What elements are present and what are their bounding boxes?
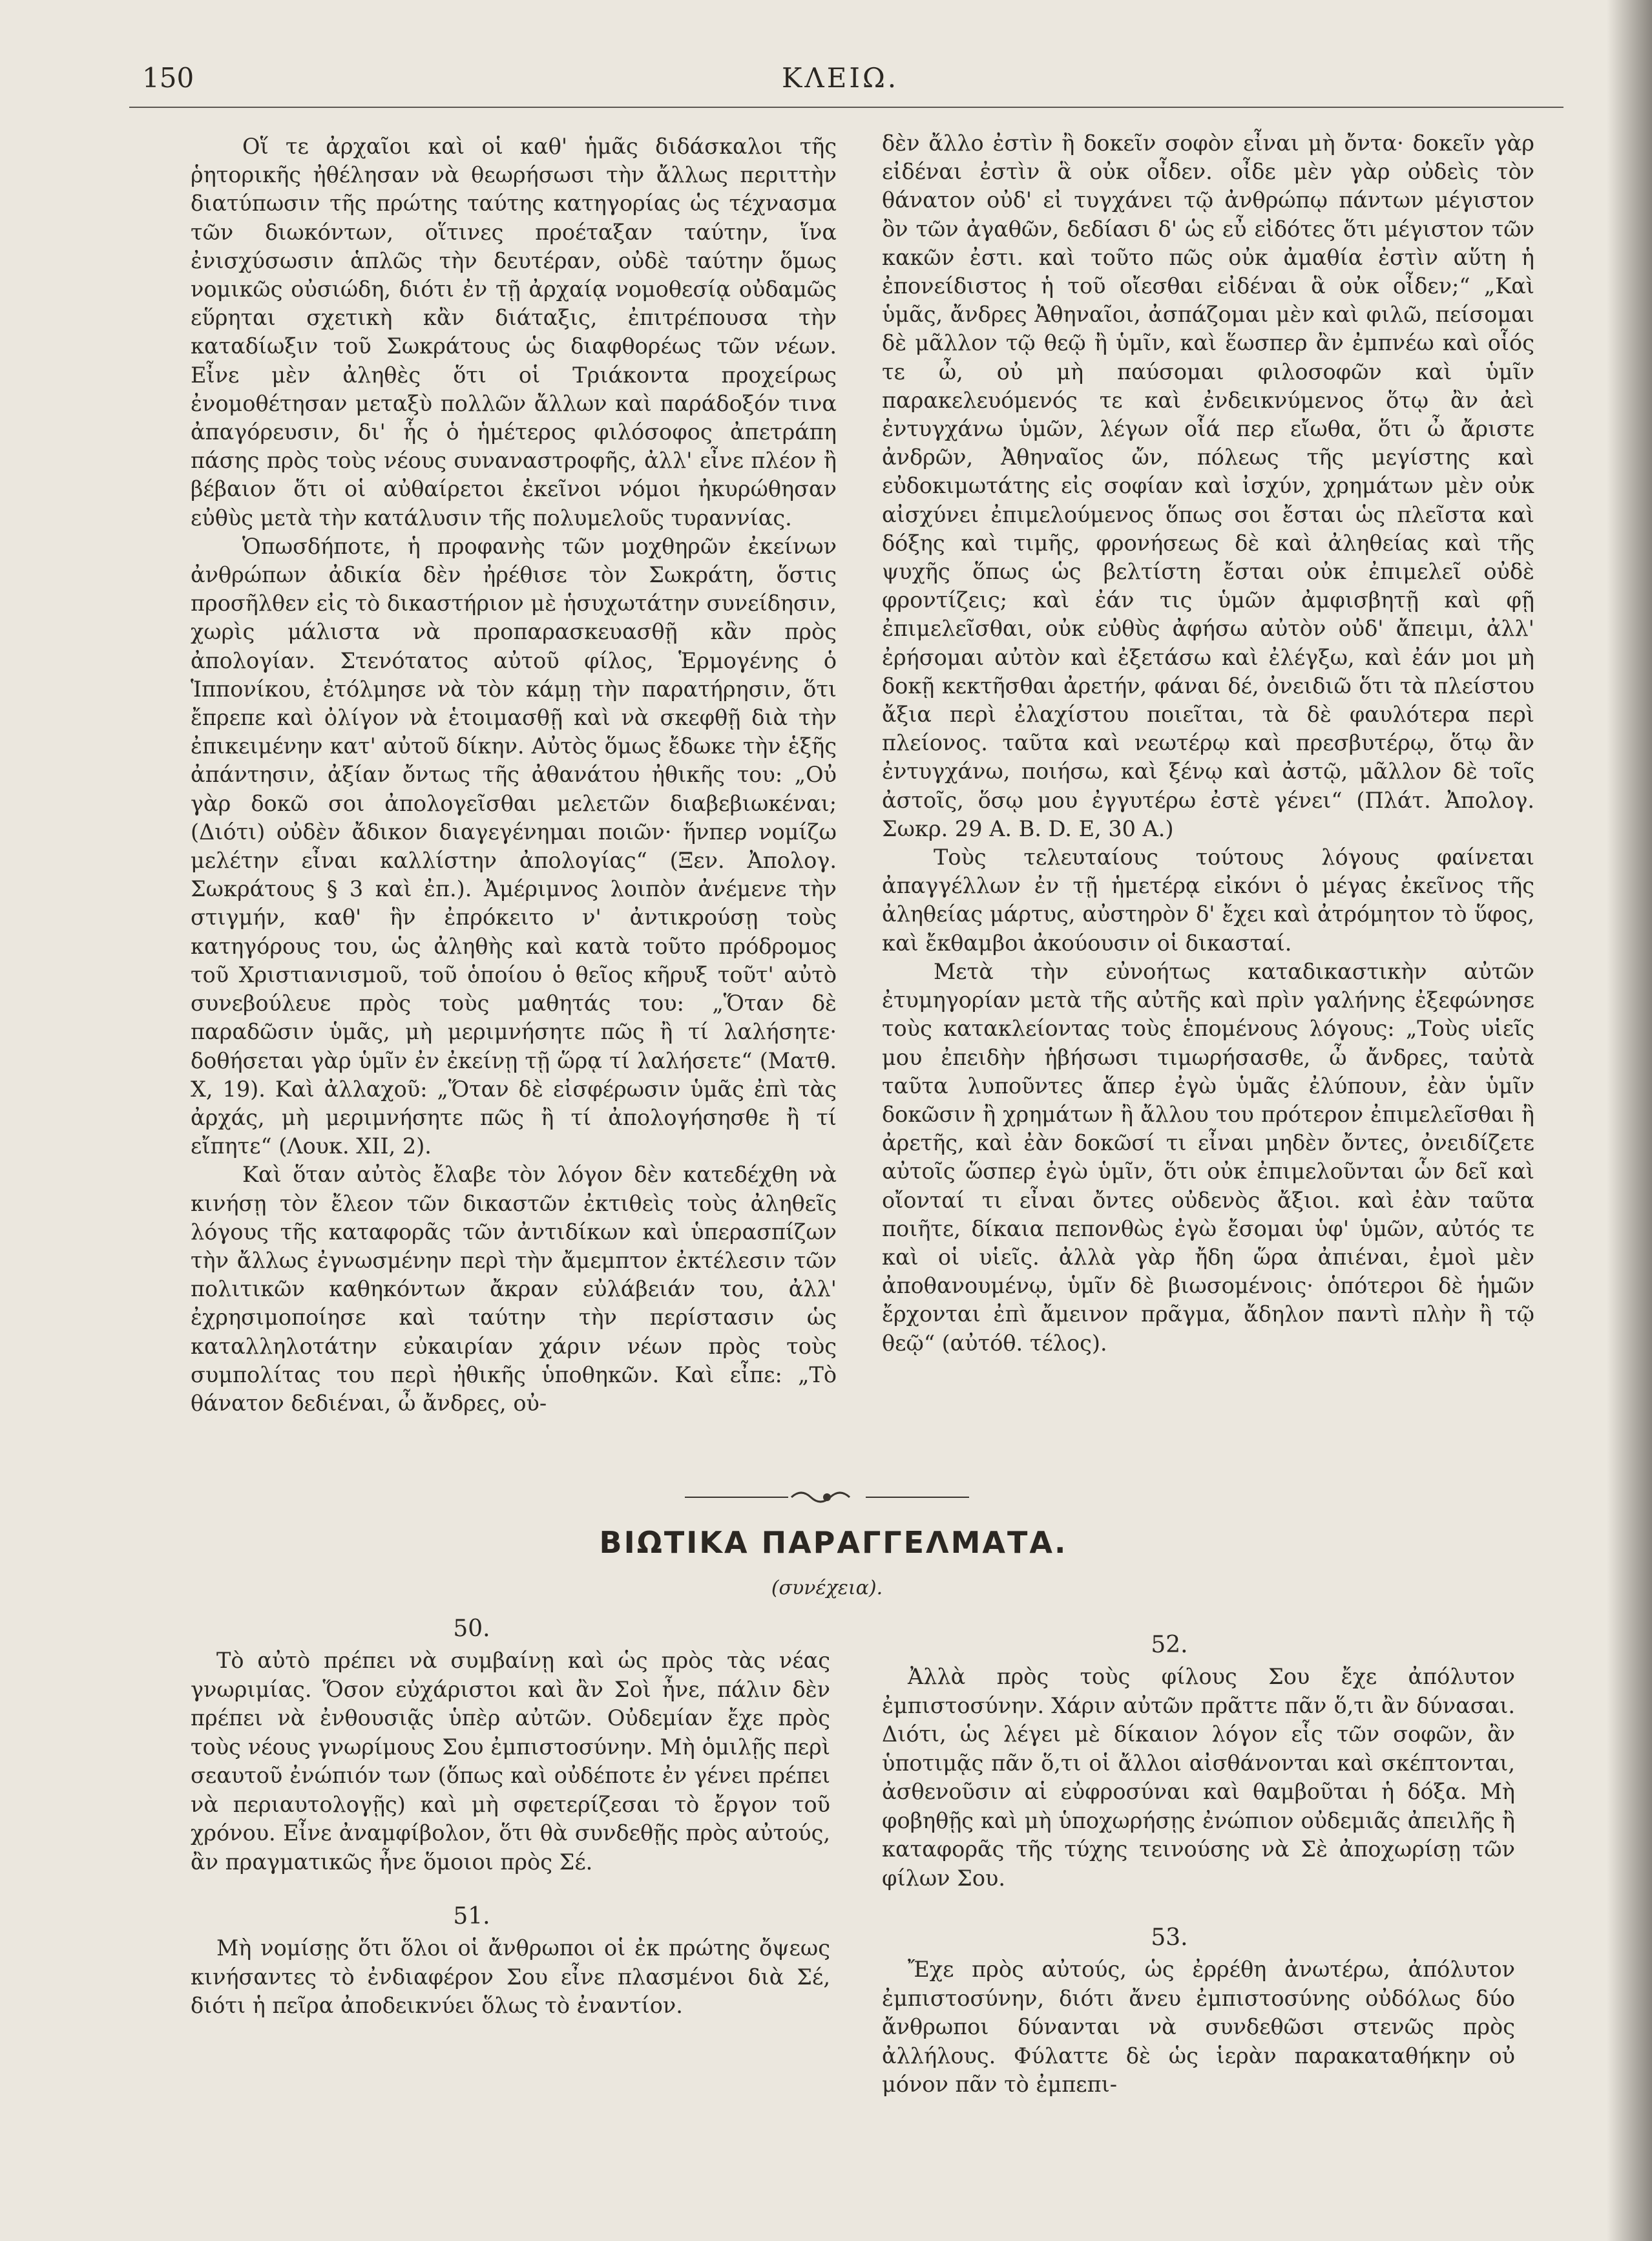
item-text bbox=[191, 1934, 830, 2021]
item-paragraph: Μὴ νομίσῃς ὅτι ὅλοι οἱ ἄνθρωποι οἱ ἐκ πρώτης ὄψεως κινήσαντες τὸ ἐνδιαφέρον Σου εἶνε πλασμένοι διὰ Σέ, διότι ἡ πεῖρα ἀποδεικνύει ὅλως τὸ ἐναντίον. bbox=[191, 1935, 830, 2018]
item-number: 51. bbox=[453, 1903, 490, 1930]
left-column bbox=[191, 132, 837, 1418]
ornament-divider bbox=[685, 1488, 969, 1507]
paragraph: Μετὰ τὴν εὐνοήτως καταδικαστικὴν αὐτῶν ἐτυμηγορίαν μετὰ τῆς αὐτῆς καὶ πρὶν γαλήνης ἐξεφώνησε τοὺς κατακλείοντας τοὺς ἑπομένους λόγους: „Τοὺς υἱεῖς μου ἐπειδὴν ἡβήσωσι τιμωρήσασθε, ὦ ἄνδρες, ταὐτὰ ταῦτα λυποῦντες ἅπερ ἐγὼ ὑμᾶς ἐλύπουν, ἐὰν ὑμῖν δοκῶσιν ἢ χρημάτων ἢ ἄλλου του πρότερον ἐπιμελεῖσθαι ἢ ἀρετῆς, καὶ ἐὰν δοκῶσί τι εἶναι μηδὲν ὄντες, ὀνειδίζετε αὐτοῖς ὥσπερ ἐγὼ ὑμῖν, ὅτι οὐκ ἐπιμελοῦνται ὧν δεῖ καὶ οἴονταί τι εἶναι ὄντες οὐδενὸς ἄξιοι. καὶ ἐὰν ταῦτα ποιῆτε, δίκαια πεπονθὼς ἐγὼ ἔσομαι ὑφ' ὑμῶν, αὐτός τε καὶ οἱ υἱεῖς. ἀλλὰ γὰρ ἤδη ὥρα ἀπιέναι, ἐμοὶ μὲν ἀποθανουμένῳ, ὑμῖν δὲ βιωσομένοις· ὁπότεροι δὲ ἡμῶν ἔρχονται ἐπὶ ἄμεινον πρᾶγμα, ἄδηλον παντὶ πλὴν ἢ τῷ θεῷ“ (αὐτόθ. τέλος). bbox=[882, 958, 1534, 1356]
header-rule bbox=[129, 107, 1563, 108]
running-title: ΚΛΕΙΩ. bbox=[782, 62, 899, 94]
section-title: ΒΙΩΤΙΚΑ ΠΑΡΑΓΓΕΛΜΑΤΑ. bbox=[599, 1525, 1068, 1560]
paragraph: Τοὺς τελευταίους τούτους λόγους φαίνεται ἀπαγγέλλων ἐν τῇ ἡμετέρᾳ εἰκόνι ὁ μέγας ἐκεῖνος τῆς ἀληθείας μάρτυς, αὐστηρὸν δ' ἔχει καὶ ἀτρόμητον τὸ ὕφος, καὶ ἔκθαμβοι ἀκούουσιν οἱ δικασταί. bbox=[882, 845, 1534, 956]
page-number: 150 bbox=[142, 62, 194, 94]
section-subtitle: (συνέχεια). bbox=[771, 1577, 883, 1599]
paragraph: δὲν ἄλλο ἐστὶν ἢ δοκεῖν σοφὸν εἶναι μὴ ὄντα· δοκεῖν γὰρ εἰδέναι ἐστὶν ἃ οὐκ οἶδεν. οἶδε μὲν γὰρ οὐδεὶς τὸν θάνατον οὐδ' εἰ τυγχάνει τῷ ἀνθρώπῳ πάντων μέγιστον ὂν τῶν ἀγαθῶν, δεδίασι δ' ὡς εὖ εἰδότες ὅτι μέγιστον τῶν κακῶν ἐστι. καὶ τοῦτο πῶς οὐκ ἀμαθία ἐστὶν αὕτη ἡ ἐπονείδιστος ἡ τοῦ οἴεσθαι εἰδέναι ἃ οὐκ οἶδεν;“ „Καὶ ὑμᾶς, ἄνδρες Ἀθηναῖοι, ἀσπάζομαι μὲν καὶ φιλῶ, πείσομαι δὲ μᾶλλον τῷ θεῷ ἢ ὑμῖν, καὶ ἕωσπερ ἂν ἐμπνέω καὶ οἷός τε ὦ, οὐ μὴ παύσομαι φιλοσοφῶν καὶ ὑμῖν παρακελευόμενός τε καὶ ἐνδεικνύμενος ὅτῳ ἂν ἀεὶ ἐντυγχάνω ὑμῶν, λέγων οἷά περ εἴωθα, ὅτι ὦ ἄριστε ἀνδρῶν, Ἀθηναῖος ὤν, πόλεως τῆς μεγίστης καὶ εὐδοκιμωτάτης εἰς σοφίαν καὶ ἰσχύν, χρημάτων μὲν οὐκ αἰσχύνει ἐπιμελούμενος ὅπως σοι ἔσται ὡς πλεῖστα καὶ δόξης καὶ τιμῆς, φρονήσεως δὲ καὶ ἀληθείας καὶ τῆς ψυχῆς ὅπως ὡς βελτίστη ἔσται οὐκ ἐπιμελεῖ οὐδὲ φροντίζεις; καὶ ἐάν τις ὑμῶν ἀμφισβητῇ καὶ φῇ ἐπιμελεῖσθαι, οὐκ εὐθὺς ἀφήσω αὐτὸν οὐδ' ἄπειμι, ἀλλ' ἐρήσομαι αὐτὸν καὶ ἐξετάσω καὶ ἐλέγξω, καὶ ἐάν μοι μὴ δοκῇ κεκτῆσθαι ἀρετήν, φάναι δέ, ὀνειδιῶ ὅτι τὰ πλείστου ἄξια περὶ ἐλαχίστου ποιεῖται, τὰ δὲ φαυλότερα περὶ πλείονος. ταῦτα καὶ νεωτέρῳ καὶ πρεσβυτέρῳ, ὅτῳ ἂν ἐντυγχάνω, ποιήσω, καὶ ξένῳ καὶ ἀστῷ, μᾶλλον δὲ τοῖς ἀστοῖς, ὅσῳ μου ἐγγυτέρω ἐστὲ γένει“ (Πλάτ. Ἀπολογ. Σωκρ. 29 Α. Β. D. Ε, 30 Α.) bbox=[882, 131, 1534, 841]
item-paragraph: Ἔχε πρὸς αὐτούς, ὡς ἐρρέθη ἀνωτέρω, ἀπόλυτον ἐμπιστοσύνην, διότι ἄνευ ἐμπιστοσύνης οὐδόλως δύο ἄνθρωποι δύνανται νὰ συνδεθῶσι στενῶς πρὸς ἀλλήλους. Φύλαττε δὲ ὡς ἱερὰν παρακαταθήκην οὐ μόνον πᾶν τὸ ἐμπεπι- bbox=[882, 1957, 1515, 2097]
item-text bbox=[191, 1647, 830, 1877]
paragraph: Καὶ ὅταν αὐτὸς ἔλαβε τὸν λόγον δὲν κατεδέχθη νὰ κινήσῃ τὸν ἔλεον τῶν δικαστῶν ἐκτιθεὶς τοὺς ἀληθεῖς λόγους τῆς καταφορᾶς τῶν ἀντιδίκων καὶ ὑπερασπίζων τὴν ἄλλως ἐγνωσμένην περὶ τὴν ἄμεμπτον ἐκτέλεσιν τῶν πολιτικῶν καθηκόντων ἄκραν εὐλάβειάν του, ἀλλ' ἐχρησιμοποίησε καὶ ταύτην τὴν περίστασιν ὡς καταλληλοτάτην εὐκαιρίαν χάριν νέων πρὸς τοὺς συμπολίτας του περὶ ἠθικῆς ὑποθηκῶν. Καὶ εἶπε: „Τὸ θάνατον δεδιέναι, ὦ ἄνδρες, οὐ- bbox=[191, 1162, 837, 1416]
item-number: 53. bbox=[1151, 1924, 1188, 1951]
item-number: 50. bbox=[453, 1615, 490, 1642]
paragraph: Ὁπωσδήποτε, ἡ προφανὴς τῶν μοχθηρῶν ἐκείνων ἀνθρώπων ἀδικία δὲν ἠρέθισε τὸν Σωκράτη, ὅστις προσῆλθεν εἰς τὸ δικαστήριον μὲ ἡσυχωτάτην συνείδησιν, χωρὶς μάλιστα νὰ προπαρασκευασθῇ κἂν πρὸς ἀπολογίαν. Στενότατος αὐτοῦ φίλος, Ἑρμογένης ὁ Ἱππονίκου, ἐτόλμησε νὰ τὸν κάμῃ τὴν παρατήρησιν, ὅτι ἔπρεπε καὶ ὀλίγον νὰ ἑτοιμασθῇ καὶ νὰ σκεφθῇ διὰ τὴν ἐπικειμένην κατ' αὐτοῦ δίκην. Αὐτὸς ὅμως ἔδωκε τὴν ἑξῆς ἀπάντησιν, ἀξίαν ὄντως τῆς ἀθανάτου ἠθικῆς του: „Οὐ γὰρ δοκῶ σοι ἀπολογεῖσθαι μελετῶν διαβεβιωκέναι; (Διότι) οὐδὲν ἄδικον διαγεγένημαι ποιῶν· ἥνπερ νομίζω μελέτην εἶναι καλλίστην ἀπολογίας“ (Ξεν. Ἀπολογ. Σωκράτους § 3 καὶ ἐπ.). Ἀμέριμνος λοιπὸν ἀνέμενε τὴν στιγμήν, καθ' ἣν ἐπρόκειτο ν' ἀντικρούσῃ τοὺς κατηγόρους του, ὡς ἀληθὴς καὶ κατὰ τοῦτο πρόδρομος τοῦ Χριστιανισμοῦ, τοῦ ὁποίου ὁ θεῖος κῆρυξ τοῦτ' αὐτὸ συνεβούλευε πρὸς τοὺς μαθητάς του: „Ὅταν δὲ παραδῶσιν ὑμᾶς, μὴ μεριμνήσητε πῶς ἢ τί λαλήσητε· δοθήσεται γὰρ ὑμῖν ἐν ἐκείνῃ τῇ ὥρᾳ τί λαλήσετε“ (Ματθ. Χ, 19). Καὶ ἀλλαχοῦ: „Ὅταν δὲ εἰσφέρωσιν ὑμᾶς ἐπὶ τὰς ἀρχάς, μὴ μεριμνήσητε πῶς ἢ τί ἀπολογήσησθε ἢ τί εἴπητε“ (Λουκ. XII, 2). bbox=[191, 533, 837, 1159]
paragraph: Οἵ τε ἀρχαῖοι καὶ οἱ καθ' ἡμᾶς διδάσκαλοι τῆς ῥητορικῆς ἠθέλησαν νὰ θεωρήσωσι τὴν ἄλλως περιττὴν διατύπωσιν τῆς πρώτης ταύτης κατηγορίας ὡς τέχνασμα τῶν διωκόντων, οἵτινες προέταξαν ταύτην, ἵνα ἐνισχύσωσιν ἁπλῶς τὴν δευτέραν, οὐδὲ ταύτην ὅμως νομικῶς οὐσιώδη, διότι ἐν τῇ ἀρχαίᾳ νομοθεσίᾳ οὐδαμῶς εὕρηται σχετικὴ κἂν διάταξις, ἐπιτρέπουσα τὴν καταδίωξιν τοῦ Σωκράτους ὡς διαφθορέως τῶν νέων. Εἶνε μὲν ἀληθὲς ὅτι οἱ Τριάκοντα προχείρως ἐνομοθέτησαν μεταξὺ πολλῶν ἄλλων καὶ παράδοξόν τινα ἀπαγόρευσιν, δι' ἧς ὁ ἡμέτερος φιλόσοφος ἀπετράπη πάσης πρὸς τοὺς νέους συναναστροφῆς, ἀλλ' εἶνε πλέον ἢ βέβαιον ὅτι οἱ αὐθαίρετοι ἐκεῖνοι νόμοι ἠκυρώθησαν εὐθὺς μετὰ τὴν κατάλυσιν τῆς πολυμελοῦς τυραννίας. bbox=[191, 134, 837, 531]
item-text bbox=[882, 1663, 1515, 1893]
right-column bbox=[882, 129, 1534, 1358]
item-number: 52. bbox=[1151, 1632, 1188, 1658]
item-paragraph: Τὸ αὐτὸ πρέπει νὰ συμβαίνῃ καὶ ὡς πρὸς τὰς νέας γνωριμίας. Ὅσον εὐχάριστοι καὶ ἂν Σοὶ ἦνε, πάλιν δὲν πρέπει νὰ ἐνθουσιᾷς ὑπὲρ αὐτῶν. Οὐδεμίαν ἔχε πρὸς τοὺς νέους γνωρίμους Σου ἐμπιστοσύνην. Μὴ ὁμιλῇς περὶ σεαυτοῦ ἐνώπιόν των (ὅπως καὶ οὐδέποτε ἐν γένει πρέπει νὰ περιαυτολογῇς) καὶ μὴ σφετερίζεσαι τὸ ἔργον τοῦ χρόνου. Εἶνε ἀναμφίβολον, ὅτι θὰ συνδεθῇς πρὸς αὐτούς, ἂν πραγματικῶς ἦνε ὅμοιοι πρὸς Σέ. bbox=[191, 1648, 830, 1875]
item-paragraph: Ἀλλὰ πρὸς τοὺς φίλους Σου ἔχε ἀπόλυτον ἐμπιστοσύνην. Χάριν αὐτῶν πρᾶττε πᾶν ὅ,τι ἂν δύνασαι. Διότι, ὡς λέγει μὲ δίκαιον λόγον εἷς τῶν σοφῶν, ἂν ὑποτιμᾷς πᾶν ὅ,τι οἱ ἄλλοι αἰσθάνονται καὶ σκέπτονται, ἀσθενοῦσιν αἱ εὐφροσύναι καὶ θαμβοῦται ἡ δόξα. Μὴ φοβηθῇς καὶ μὴ ὑποχωρήσῃς ἐνώπιον οὐδεμιᾶς ἀπειλῆς ἢ καταφορᾶς τῆς τύχης τεινούσης νὰ Σὲ ἀποχωρίσῃ τῶν φίλων Σου. bbox=[882, 1664, 1515, 1891]
item-text bbox=[882, 1955, 1515, 2099]
page-header bbox=[129, 62, 1563, 101]
